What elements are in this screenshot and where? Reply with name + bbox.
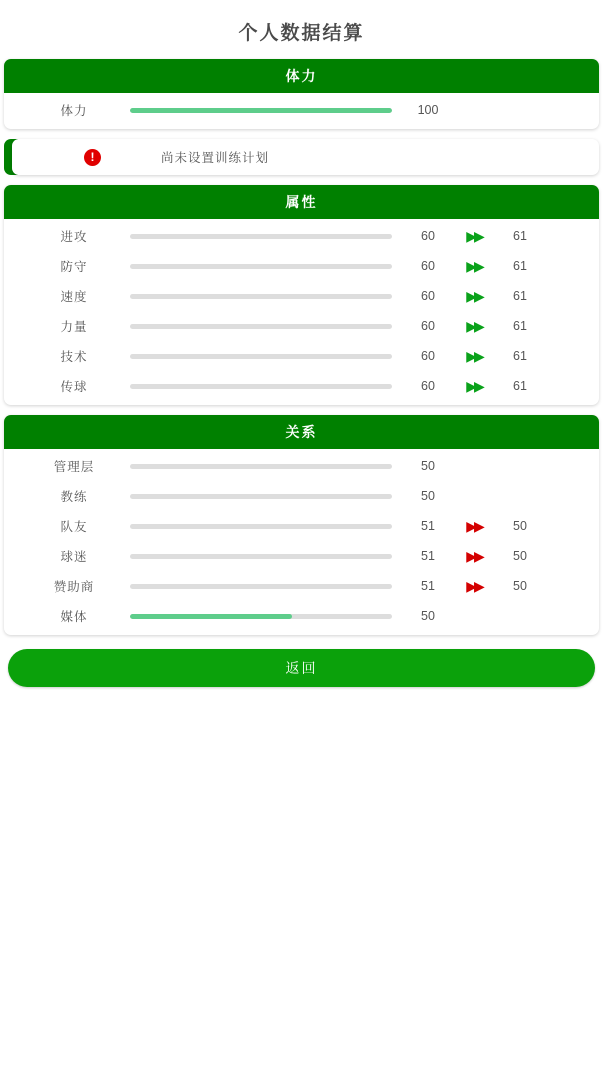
stat-value: 60 bbox=[421, 259, 435, 273]
stat-value: 51 bbox=[421, 519, 435, 533]
warning-body bbox=[12, 139, 599, 175]
arrow-down-icon: ▶▶ bbox=[466, 578, 482, 594]
stat-label: 进攻 bbox=[60, 230, 88, 244]
alert-exclamation-icon: ! bbox=[84, 149, 101, 166]
stamina-card-header: 体力 bbox=[4, 59, 599, 93]
stat-value-projected: 61 bbox=[513, 259, 527, 273]
stat-value-projected: 61 bbox=[513, 379, 527, 393]
stat-row bbox=[4, 601, 599, 631]
stat-row bbox=[4, 571, 599, 601]
warning-text: 尚未设置训练计划 bbox=[161, 151, 270, 165]
stat-progress-fill bbox=[130, 108, 392, 113]
stat-row bbox=[4, 221, 599, 251]
arrow-down-icon: ▶▶ bbox=[466, 548, 482, 564]
arrow-up-icon: ▶▶ bbox=[466, 228, 482, 244]
attributes-rows bbox=[4, 219, 599, 405]
stat-row bbox=[4, 511, 599, 541]
arrow-up-icon: ▶▶ bbox=[466, 288, 482, 304]
stat-progress-bar bbox=[130, 554, 392, 559]
stat-value: 51 bbox=[421, 549, 435, 563]
stat-label: 管理层 bbox=[53, 460, 95, 474]
stat-row bbox=[4, 341, 599, 371]
stat-progress-fill bbox=[130, 614, 292, 619]
stat-value-projected: 61 bbox=[513, 349, 527, 363]
stat-value-projected: 50 bbox=[513, 549, 527, 563]
arrow-up-icon: ▶▶ bbox=[466, 348, 482, 364]
stat-value: 50 bbox=[421, 459, 435, 473]
stat-label: 力量 bbox=[60, 320, 88, 334]
stat-value: 50 bbox=[421, 489, 435, 503]
stat-progress-bar bbox=[130, 494, 392, 499]
arrow-up-icon: ▶▶ bbox=[466, 318, 482, 334]
stat-progress-bar bbox=[130, 384, 392, 389]
stat-value-projected: 61 bbox=[513, 289, 527, 303]
stat-row bbox=[4, 541, 599, 571]
arrow-up-icon: ▶▶ bbox=[466, 258, 482, 274]
stat-value-projected: 50 bbox=[513, 579, 527, 593]
stat-value: 51 bbox=[421, 579, 435, 593]
stat-label: 技术 bbox=[60, 350, 88, 364]
stat-value: 60 bbox=[421, 379, 435, 393]
arrow-down-icon: ▶▶ bbox=[466, 518, 482, 534]
stat-progress-bar bbox=[130, 234, 392, 239]
stat-value: 100 bbox=[417, 103, 439, 117]
attributes-card-header: 属性 bbox=[4, 185, 599, 219]
relations-rows bbox=[4, 449, 599, 635]
stamina-rows bbox=[4, 93, 599, 129]
stat-row bbox=[4, 95, 599, 125]
stat-value-projected: 61 bbox=[513, 319, 527, 333]
stat-label: 队友 bbox=[60, 520, 88, 534]
stat-value-projected: 50 bbox=[513, 519, 527, 533]
stat-label: 媒体 bbox=[60, 610, 88, 624]
stat-row bbox=[4, 311, 599, 341]
arrow-up-icon: ▶▶ bbox=[466, 378, 482, 394]
stat-progress-bar bbox=[130, 614, 392, 619]
stat-progress-bar bbox=[130, 324, 392, 329]
stat-row bbox=[4, 451, 599, 481]
stat-progress-bar bbox=[130, 354, 392, 359]
stat-row bbox=[4, 281, 599, 311]
stat-label: 体力 bbox=[60, 104, 88, 118]
stat-row bbox=[4, 481, 599, 511]
stat-value: 60 bbox=[421, 319, 435, 333]
stat-progress-bar bbox=[130, 264, 392, 269]
stat-label: 赞助商 bbox=[53, 580, 95, 594]
relations-card-header: 关系 bbox=[4, 415, 599, 449]
stat-value: 50 bbox=[421, 609, 435, 623]
attributes-card bbox=[4, 185, 599, 405]
stat-row bbox=[4, 371, 599, 401]
stat-value-projected: 61 bbox=[513, 229, 527, 243]
stamina-card bbox=[4, 59, 599, 129]
stat-progress-bar bbox=[130, 524, 392, 529]
stat-row bbox=[4, 251, 599, 281]
stat-progress-bar bbox=[130, 294, 392, 299]
stat-progress-bar bbox=[130, 108, 392, 113]
training-plan-warning[interactable] bbox=[4, 139, 599, 175]
stat-progress-bar bbox=[130, 584, 392, 589]
page-title: 个人数据结算 bbox=[238, 23, 365, 44]
stat-value: 60 bbox=[421, 349, 435, 363]
stat-label: 教练 bbox=[60, 490, 88, 504]
relations-card bbox=[4, 415, 599, 635]
stat-label: 防守 bbox=[60, 260, 88, 274]
stat-label: 球迷 bbox=[60, 550, 88, 564]
back-button[interactable]: 返回 bbox=[8, 649, 595, 687]
stat-label: 速度 bbox=[60, 290, 88, 304]
stat-label: 传球 bbox=[60, 380, 88, 394]
stat-value: 60 bbox=[421, 289, 435, 303]
stat-value: 60 bbox=[421, 229, 435, 243]
stat-progress-bar bbox=[130, 464, 392, 469]
